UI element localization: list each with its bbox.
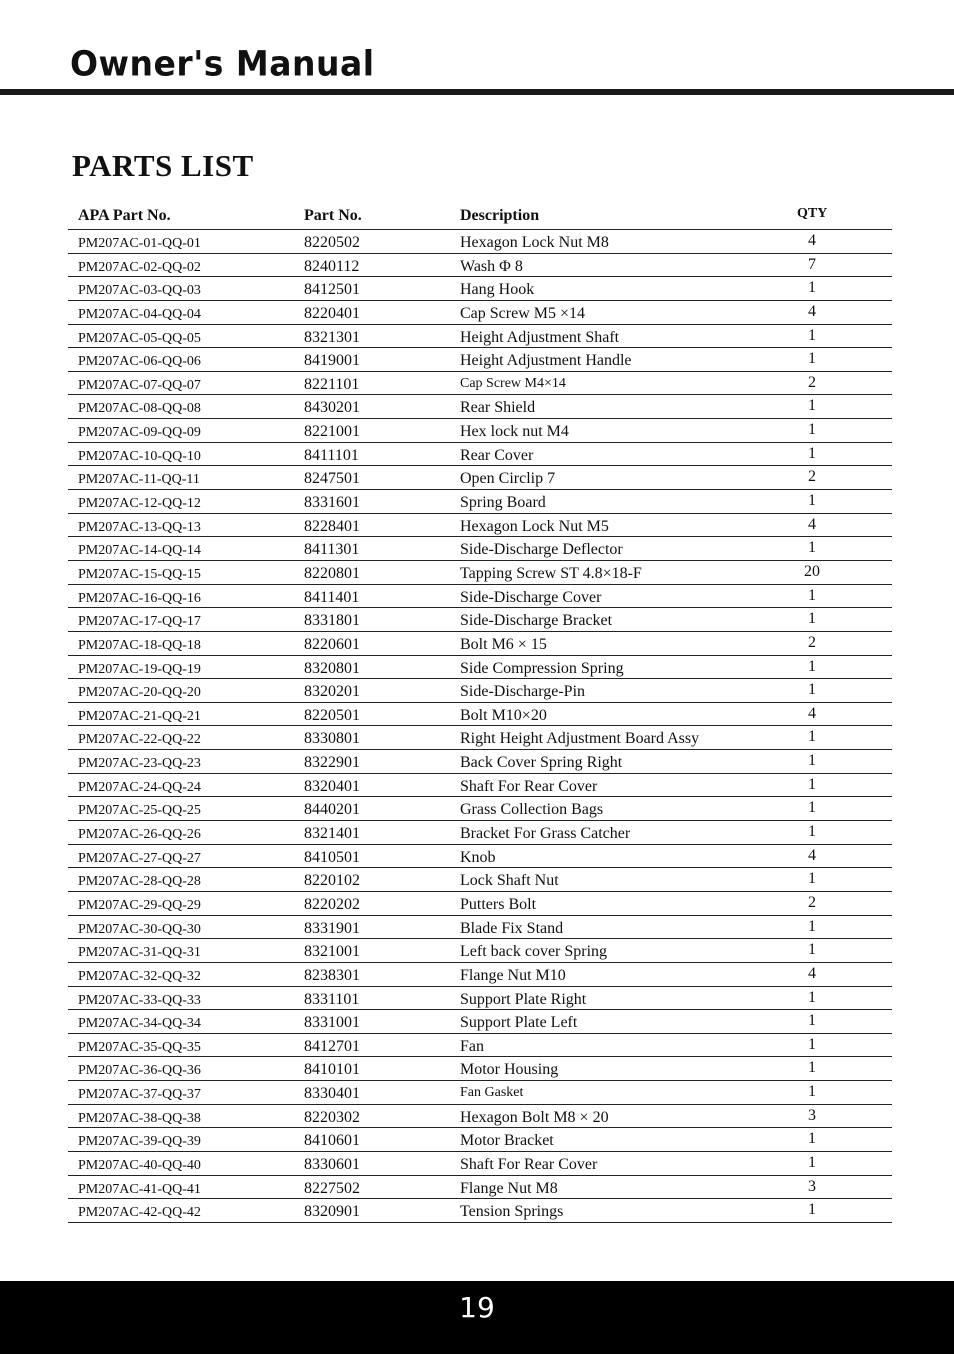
description-cell: Blade Fix Stand xyxy=(460,919,564,937)
table-row xyxy=(68,301,892,325)
apa-part-no-cell: PM207AC-33-QQ-33 xyxy=(78,992,201,1008)
part-no-cell: 8320801 xyxy=(304,659,360,677)
description-cell: Hex lock nut M4 xyxy=(460,423,569,441)
part-no-cell: 8412701 xyxy=(304,1037,360,1055)
apa-part-no-cell: PM207AC-34-QQ-34 xyxy=(78,1016,201,1032)
description-cell: Side-Discharge Deflector xyxy=(460,541,623,559)
part-no-cell: 8238301 xyxy=(304,966,360,984)
description-cell: Side-Discharge Bracket xyxy=(460,612,613,630)
part-no-cell: 8412501 xyxy=(304,281,360,299)
description-cell: Lock Shaft Nut xyxy=(460,872,559,890)
apa-part-no-cell: PM207AC-01-QQ-01 xyxy=(78,236,201,251)
apa-part-no-cell: PM207AC-27-QQ-27 xyxy=(78,850,201,866)
part-no-cell: 8330801 xyxy=(304,730,360,748)
apa-part-no-cell: PM207AC-15-QQ-15 xyxy=(78,566,201,582)
apa-part-no-cell: PM207AC-36-QQ-36 xyxy=(78,1063,201,1079)
table-row xyxy=(68,1176,892,1200)
description-cell: Shaft For Rear Cover xyxy=(460,777,598,795)
table-header xyxy=(68,203,892,230)
part-no-cell: 8220302 xyxy=(304,1108,360,1126)
qty-cell: 1 xyxy=(808,1059,816,1077)
header-divider xyxy=(0,89,954,95)
apa-part-no-cell: PM207AC-14-QQ-14 xyxy=(78,543,201,559)
table-row xyxy=(68,230,892,254)
apa-part-no-cell: PM207AC-16-QQ-16 xyxy=(78,590,201,606)
part-no-cell: 8247501 xyxy=(304,470,360,488)
part-no-cell: 8221101 xyxy=(304,375,360,393)
qty-cell: 4 xyxy=(808,515,816,533)
description-cell: Bolt M10×20 xyxy=(460,706,547,724)
table-row xyxy=(68,561,892,585)
part-no-cell: 8410501 xyxy=(304,848,360,866)
description-cell: Back Cover Spring Right xyxy=(460,754,623,772)
description-cell: Bolt M6 × 15 xyxy=(460,635,547,653)
table-row xyxy=(68,419,892,443)
description-cell: Wash Φ 8 xyxy=(460,257,523,275)
table-row xyxy=(68,1105,892,1129)
table-row xyxy=(68,845,892,869)
qty-cell: 3 xyxy=(808,1106,816,1124)
qty-cell: 1 xyxy=(808,775,816,793)
description-cell: Motor Housing xyxy=(460,1061,559,1079)
description-cell: Height Adjustment Handle xyxy=(460,352,632,370)
part-no-cell: 8220801 xyxy=(304,564,360,582)
qty-cell: 4 xyxy=(808,704,816,722)
description-cell: Right Height Adjustment Board Assy xyxy=(460,730,700,748)
apa-part-no-cell: PM207AC-11-QQ-11 xyxy=(78,472,200,488)
part-no-cell: 8321301 xyxy=(304,328,360,346)
part-no-cell: 8221001 xyxy=(304,423,360,441)
qty-cell: 1 xyxy=(808,397,816,415)
table-row xyxy=(68,1152,892,1176)
description-cell: Shaft For Rear Cover xyxy=(460,1155,598,1173)
qty-cell: 1 xyxy=(808,1083,816,1101)
part-no-cell: 8220102 xyxy=(304,872,360,890)
section-title: PARTS LIST xyxy=(72,148,254,183)
qty-cell: 1 xyxy=(808,350,816,368)
table-row xyxy=(68,1057,892,1081)
apa-part-no-cell: PM207AC-35-QQ-35 xyxy=(78,1039,201,1055)
part-no-cell: 8410101 xyxy=(304,1061,360,1079)
table-row xyxy=(68,656,892,680)
table-row xyxy=(68,939,892,963)
qty-cell: 1 xyxy=(808,1201,816,1219)
apa-part-no-cell: PM207AC-23-QQ-23 xyxy=(78,756,201,772)
apa-part-no-cell: PM207AC-38-QQ-38 xyxy=(78,1110,201,1126)
description-cell: Hexagon Lock Nut M5 xyxy=(460,517,609,535)
part-no-cell: 8220401 xyxy=(304,304,360,322)
qty-cell: 20 xyxy=(804,562,820,580)
apa-part-no-cell: PM207AC-21-QQ-21 xyxy=(78,708,201,724)
part-no-cell: 8321001 xyxy=(304,943,360,961)
table-row xyxy=(68,703,892,727)
table-row xyxy=(68,892,892,916)
qty-cell: 7 xyxy=(808,255,816,273)
qty-cell: 1 xyxy=(808,681,816,699)
qty-cell: 1 xyxy=(808,941,816,959)
qty-cell: 4 xyxy=(808,846,816,864)
description-cell: Hexagon Lock Nut M8 xyxy=(460,234,609,251)
description-cell: Support Plate Right xyxy=(460,990,587,1008)
part-no-cell: 8331901 xyxy=(304,919,360,937)
column-header-qty: QTY xyxy=(797,206,828,221)
apa-part-no-cell: PM207AC-32-QQ-32 xyxy=(78,968,201,984)
table-row xyxy=(68,750,892,774)
table-row xyxy=(68,1081,892,1105)
description-cell: Side-Discharge-Pin xyxy=(460,683,586,701)
qty-cell: 4 xyxy=(808,232,816,249)
description-cell: Flange Nut M8 xyxy=(460,1179,558,1197)
qty-cell: 2 xyxy=(808,468,816,486)
apa-part-no-cell: PM207AC-17-QQ-17 xyxy=(78,614,201,630)
part-no-cell: 8419001 xyxy=(304,352,360,370)
apa-part-no-cell: PM207AC-09-QQ-09 xyxy=(78,425,201,441)
qty-cell: 1 xyxy=(808,1035,816,1053)
part-no-cell: 8411301 xyxy=(304,541,360,559)
apa-part-no-cell: PM207AC-19-QQ-19 xyxy=(78,661,201,677)
part-no-cell: 8220202 xyxy=(304,895,360,913)
table-row xyxy=(68,277,892,301)
table-row xyxy=(68,1128,892,1152)
qty-cell: 4 xyxy=(808,964,816,982)
apa-part-no-cell: PM207AC-02-QQ-02 xyxy=(78,259,201,275)
description-cell: Tension Springs xyxy=(460,1203,564,1221)
description-cell: Tapping Screw ST 4.8×18-F xyxy=(460,564,642,582)
apa-part-no-cell: PM207AC-22-QQ-22 xyxy=(78,732,201,748)
table-row xyxy=(68,537,892,561)
apa-part-no-cell: PM207AC-25-QQ-25 xyxy=(78,803,201,819)
qty-cell: 1 xyxy=(808,326,816,344)
description-cell: Height Adjustment Shaft xyxy=(460,328,620,346)
table-row xyxy=(68,348,892,372)
apa-part-no-cell: PM207AC-40-QQ-40 xyxy=(78,1157,201,1173)
column-header-apa-part-no: APA Part No. xyxy=(78,207,171,224)
qty-cell: 1 xyxy=(808,1130,816,1148)
description-cell: Spring Board xyxy=(460,494,546,512)
part-no-cell: 8220501 xyxy=(304,706,360,724)
description-cell: Bracket For Grass Catcher xyxy=(460,825,631,843)
qty-cell: 1 xyxy=(808,539,816,557)
description-cell: Motor Bracket xyxy=(460,1132,554,1150)
table-row xyxy=(68,466,892,490)
qty-cell: 1 xyxy=(808,1153,816,1171)
apa-part-no-cell: PM207AC-24-QQ-24 xyxy=(78,779,201,795)
apa-part-no-cell: PM207AC-03-QQ-03 xyxy=(78,283,201,299)
part-no-cell: 8320201 xyxy=(304,683,360,701)
table-row xyxy=(68,585,892,609)
qty-cell: 1 xyxy=(808,492,816,510)
qty-cell: 1 xyxy=(808,421,816,439)
table-row xyxy=(68,254,892,278)
part-no-cell: 8331801 xyxy=(304,612,360,630)
apa-part-no-cell: PM207AC-04-QQ-04 xyxy=(78,306,201,322)
part-no-cell: 8411101 xyxy=(304,446,359,464)
qty-cell: 1 xyxy=(808,444,816,462)
description-cell: Rear Shield xyxy=(460,399,536,417)
qty-cell: 1 xyxy=(808,823,816,841)
part-no-cell: 8322901 xyxy=(304,754,360,772)
table-row xyxy=(68,514,892,538)
apa-part-no-cell: PM207AC-05-QQ-05 xyxy=(78,330,201,346)
description-cell: Side Compression Spring xyxy=(460,659,624,677)
apa-part-no-cell: PM207AC-10-QQ-10 xyxy=(78,448,201,464)
description-cell: Flange Nut M10 xyxy=(460,966,566,984)
part-no-cell: 8320401 xyxy=(304,777,360,795)
qty-cell: 1 xyxy=(808,752,816,770)
table-row xyxy=(68,1034,892,1058)
parts-table xyxy=(68,203,892,1223)
description-cell: Fan xyxy=(460,1037,484,1055)
apa-part-no-cell: PM207AC-30-QQ-30 xyxy=(78,921,201,937)
table-row xyxy=(68,963,892,987)
part-no-cell: 8321401 xyxy=(304,825,360,843)
table-row xyxy=(68,679,892,703)
description-cell: Hexagon Bolt M8 × 20 xyxy=(460,1108,609,1126)
apa-part-no-cell: PM207AC-26-QQ-26 xyxy=(78,827,201,843)
apa-part-no-cell: PM207AC-42-QQ-42 xyxy=(78,1205,201,1221)
table-row xyxy=(68,490,892,514)
qty-cell: 1 xyxy=(808,279,816,297)
part-no-cell: 8440201 xyxy=(304,801,360,819)
table-row xyxy=(68,372,892,396)
apa-part-no-cell: PM207AC-20-QQ-20 xyxy=(78,685,201,701)
apa-part-no-cell: PM207AC-08-QQ-08 xyxy=(78,401,201,417)
qty-cell: 1 xyxy=(808,870,816,888)
part-no-cell: 8411401 xyxy=(304,588,360,606)
apa-part-no-cell: PM207AC-39-QQ-39 xyxy=(78,1134,201,1150)
description-cell: Support Plate Left xyxy=(460,1014,578,1032)
manual-title: Owner's Manual xyxy=(70,43,375,84)
qty-cell: 2 xyxy=(808,893,816,911)
qty-cell: 1 xyxy=(808,657,816,675)
qty-cell: 4 xyxy=(808,302,816,320)
part-no-cell: 8220502 xyxy=(304,234,360,251)
apa-part-no-cell: PM207AC-41-QQ-41 xyxy=(78,1181,201,1197)
table-row xyxy=(68,325,892,349)
description-cell: Cap Screw M5 ×14 xyxy=(460,304,586,322)
part-no-cell: 8410601 xyxy=(304,1132,360,1150)
qty-cell: 3 xyxy=(808,1177,816,1195)
qty-cell: 2 xyxy=(808,373,816,391)
part-no-cell: 8220601 xyxy=(304,635,360,653)
part-no-cell: 8430201 xyxy=(304,399,360,417)
qty-cell: 1 xyxy=(808,917,816,935)
qty-cell: 1 xyxy=(808,988,816,1006)
table-row xyxy=(68,821,892,845)
apa-part-no-cell: PM207AC-18-QQ-18 xyxy=(78,637,201,653)
qty-cell: 2 xyxy=(808,633,816,651)
column-header-part-no: Part No. xyxy=(304,207,362,224)
qty-cell: 1 xyxy=(808,1012,816,1030)
table-row xyxy=(68,797,892,821)
qty-cell: 1 xyxy=(808,586,816,604)
qty-cell: 1 xyxy=(808,799,816,817)
table-row xyxy=(68,987,892,1011)
table-row xyxy=(68,916,892,940)
description-cell: Rear Cover xyxy=(460,446,534,464)
description-cell: Hang Hook xyxy=(460,281,535,299)
part-no-cell: 8228401 xyxy=(304,517,360,535)
part-no-cell: 8330401 xyxy=(304,1085,360,1103)
description-cell: Fan Gasket xyxy=(460,1085,524,1101)
apa-part-no-cell: PM207AC-13-QQ-13 xyxy=(78,519,201,535)
part-no-cell: 8330601 xyxy=(304,1155,360,1173)
apa-part-no-cell: PM207AC-12-QQ-12 xyxy=(78,496,201,512)
description-cell: Side-Discharge Cover xyxy=(460,588,602,606)
table-row xyxy=(68,1010,892,1034)
apa-part-no-cell: PM207AC-06-QQ-06 xyxy=(78,354,201,370)
column-header-description: Description xyxy=(460,207,540,224)
part-no-cell: 8227502 xyxy=(304,1179,360,1197)
table-row xyxy=(68,395,892,419)
description-cell: Putters Bolt xyxy=(460,895,537,913)
apa-part-no-cell: PM207AC-37-QQ-37 xyxy=(78,1087,201,1103)
table-row xyxy=(68,608,892,632)
qty-cell: 1 xyxy=(808,728,816,746)
table-row xyxy=(68,774,892,798)
apa-part-no-cell: PM207AC-31-QQ-31 xyxy=(78,945,201,961)
qty-cell: 1 xyxy=(808,610,816,628)
description-cell: Left back cover Spring xyxy=(460,943,608,961)
table-body xyxy=(68,230,892,1223)
part-no-cell: 8320901 xyxy=(304,1203,360,1221)
table-row xyxy=(68,868,892,892)
apa-part-no-cell: PM207AC-29-QQ-29 xyxy=(78,897,201,913)
table-row xyxy=(68,1199,892,1223)
table-row xyxy=(68,443,892,467)
part-no-cell: 8240112 xyxy=(304,257,360,275)
description-cell: Open Circlip 7 xyxy=(460,470,556,488)
description-cell: Cap Screw M4×14 xyxy=(460,375,566,391)
table-row xyxy=(68,726,892,750)
part-no-cell: 8331601 xyxy=(304,494,360,512)
table-row xyxy=(68,632,892,656)
apa-part-no-cell: PM207AC-07-QQ-07 xyxy=(78,377,201,393)
page-number: 19 xyxy=(459,1291,495,1324)
part-no-cell: 8331101 xyxy=(304,990,360,1008)
description-cell: Knob xyxy=(460,848,496,866)
apa-part-no-cell: PM207AC-28-QQ-28 xyxy=(78,874,201,890)
description-cell: Grass Collection Bags xyxy=(460,801,604,819)
part-no-cell: 8331001 xyxy=(304,1014,360,1032)
